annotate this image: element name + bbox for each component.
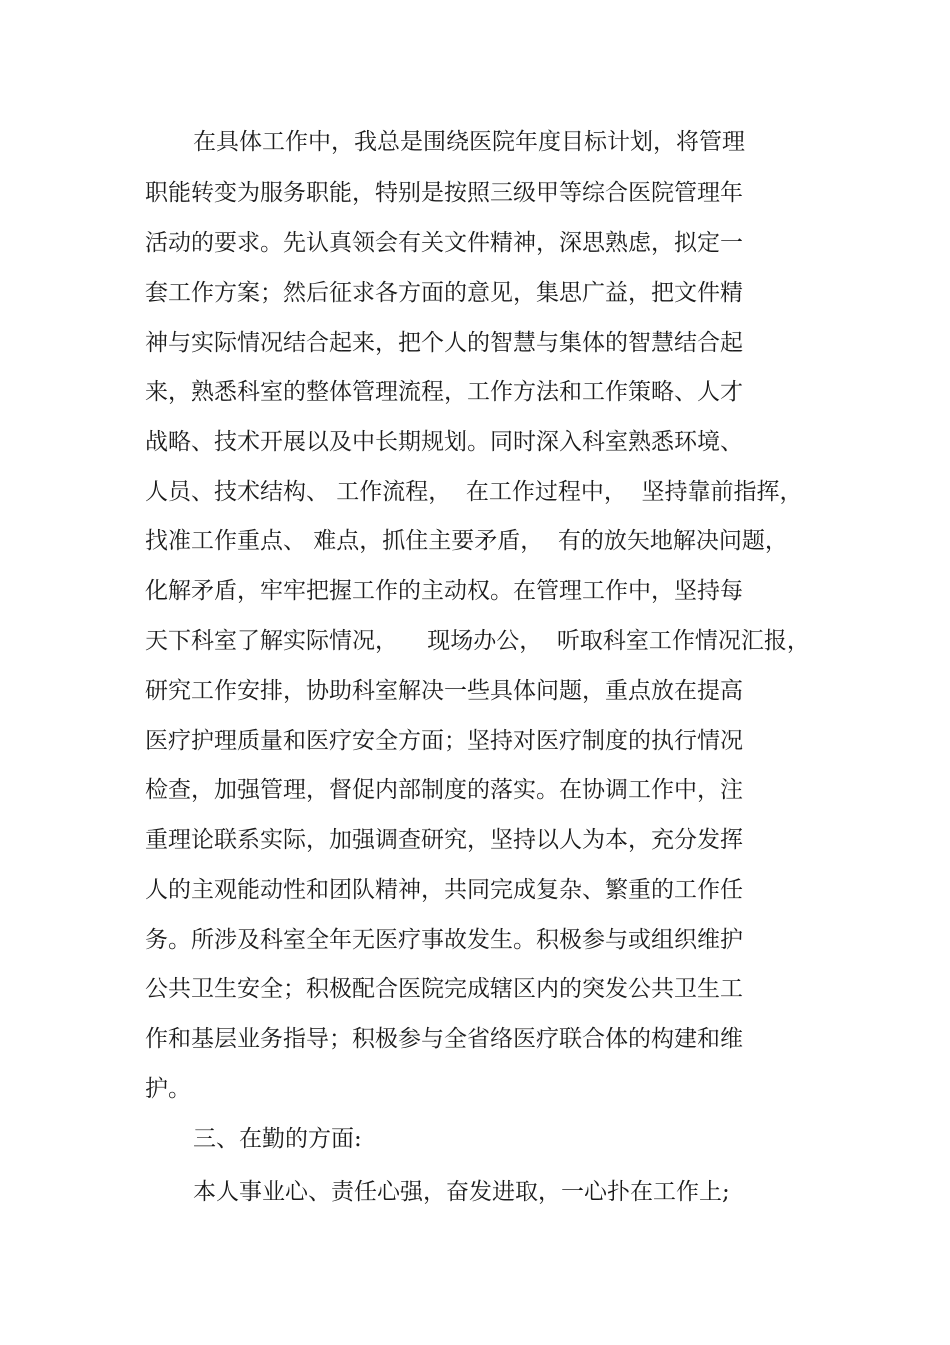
paragraph-line: 务。所涉及科室全年无医疗事故发生。积极参与或组织维护 — [145, 927, 743, 953]
paragraph-line: 作和基层业务指导；积极参与全省络医疗联合体的构建和维 — [145, 1026, 743, 1052]
paragraph-line: 来，熟悉科室的整体管理流程，工作方法和工作策略、人才 — [145, 379, 743, 405]
paragraph-line: 找准工作重点、 难点，抓住主要矛盾， 有的放矢地解决问题， — [145, 528, 788, 554]
paragraph-line: 人员、技术结构、 工作流程， 在工作过程中， 坚持靠前指挥， — [145, 479, 803, 505]
paragraph-line: 职能转变为服务职能，特别是按照三级甲等综合医院管理年 — [145, 180, 743, 206]
paragraph-line: 本人事业心、责任心强，奋发进取，一心扑在工作上; — [193, 1179, 730, 1205]
paragraph-line: 天下科室了解实际情况， 现场办公， 听取科室工作情况汇报， — [145, 628, 810, 654]
paragraph-line: 化解矛盾，牢牢把握工作的主动权。在管理工作中，坚持每 — [145, 578, 743, 604]
paragraph-line: 神与实际情况结合起来，把个人的智慧与集体的智慧结合起 — [145, 330, 743, 356]
paragraph-line: 公共卫生安全；积极配合医院完成辖区内的突发公共卫生工 — [145, 976, 743, 1002]
section-heading: 三、在勤的方面: — [193, 1126, 362, 1152]
paragraph-line: 人的主观能动性和团队精神，共同完成复杂、繁重的工作任 — [145, 877, 743, 903]
paragraph-line: 护。 — [145, 1076, 191, 1102]
paragraph-line: 活动的要求。先认真领会有关文件精神，深思熟虑，拟定一 — [145, 230, 743, 256]
paragraph-line: 研究工作安排，协助科室解决一些具体问题，重点放在提高 — [145, 678, 743, 704]
paragraph-line: 在具体工作中，我总是围绕医院年度目标计划，将管理 — [193, 129, 745, 155]
paragraph-line: 套工作方案；然后征求各方面的意见，集思广益，把文件精 — [145, 280, 743, 306]
paragraph-line: 重理论联系实际，加强调查研究，坚持以人为本，充分发挥 — [145, 827, 743, 853]
paragraph-line: 医疗护理质量和医疗安全方面；坚持对医疗制度的执行情况 — [145, 728, 743, 754]
paragraph-line: 检查，加强管理，督促内部制度的落实。在协调工作中，注 — [145, 777, 743, 803]
paragraph-line: 战略、技术开展以及中长期规划。同时深入科室熟悉环境、 — [145, 429, 743, 455]
